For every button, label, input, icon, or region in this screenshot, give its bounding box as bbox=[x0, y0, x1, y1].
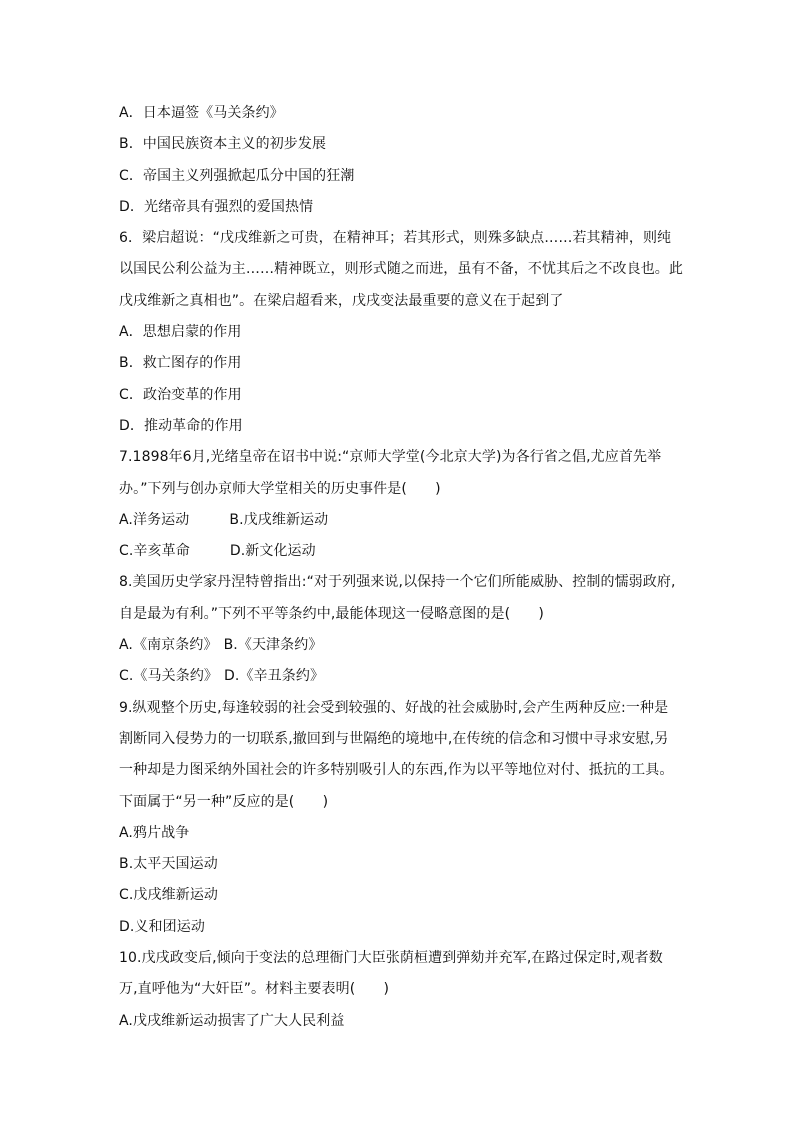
exam-page bbox=[119, 98, 691, 1037]
q6-stem-line-1: 6．梁启超说：“戊戌维新之可贵，在精神耳；若其形式，则殊多缺点……若其精神，则纯 bbox=[119, 230, 672, 247]
q10-option-a: A.戊戌维新运动损害了广大人民利益 bbox=[119, 1012, 345, 1029]
q5-option-a: A．日本逼签《马关条约》 bbox=[119, 105, 284, 121]
q8-option-c: C.《马关条约》 bbox=[119, 668, 219, 685]
q5-option-c: C．帝国主义列强掀起瓜分中国的狂潮 bbox=[119, 167, 355, 184]
q10-stem-line-2: 万,直呼他为“大奸臣”。材料主要表明( ) bbox=[119, 981, 390, 998]
q7-option-d: D.新文化运动 bbox=[229, 543, 316, 560]
q7-stem-line-2: 办。”下列与创办京师大学堂相关的历史事件是( ) bbox=[119, 480, 441, 497]
q10-stem-line-1: 10.戊戌政变后,倾向于变法的总理衙门大臣张荫桓遭到弹劾并充军,在路过保定时,观者数 bbox=[119, 950, 663, 967]
q6-stem-line-2: 以国民公利公益为主……精神既立，则形式随之而进，虽有不备，不忧其后之不改良也。此 bbox=[119, 261, 683, 278]
q9-stem-line-3: 一种却是力图采纳外国社会的许多特别吸引人的东西,作为以平等地位对付、抵抗的工具。 bbox=[119, 762, 674, 779]
q6-stem-line-3: 戊戌维新之真相也”。在梁启超看来，戊戌变法最重要的意义在于起到了 bbox=[119, 292, 564, 309]
q8-options-row-2 bbox=[119, 661, 691, 692]
q7-options-row-2 bbox=[119, 536, 691, 567]
q9-option-a: A.鸦片战争 bbox=[119, 824, 190, 841]
q7-option-c: C.辛亥革命 bbox=[119, 543, 190, 560]
q6-option-b: B．救亡图存的作用 bbox=[119, 355, 242, 372]
q8-option-b: B.《天津条约》 bbox=[223, 637, 323, 654]
q6-option-a: A．思想启蒙的作用 bbox=[119, 324, 242, 341]
q7-stem-line-1: 7.1898年6月,光绪皇帝在诏书中说:“京师大学堂(今北京大学)为各行省之倡,尤应首先举 bbox=[119, 449, 662, 466]
q9-stem-line-1: 9.纵观整个历史,每逢较弱的社会受到较强的、好战的社会威胁时,会产生两种反应:一种是 bbox=[119, 699, 669, 716]
q7-option-a: A.洋务运动 bbox=[119, 511, 190, 528]
q8-option-a: A.《南京条约》 bbox=[119, 637, 218, 654]
q5-option-b: B．中国民族资本主义的初步发展 bbox=[119, 136, 327, 153]
q7-options-row-1 bbox=[119, 505, 691, 536]
q6-option-c: C．政治变革的作用 bbox=[119, 386, 242, 403]
q8-stem-line-2: 自是最为有利。”下列不平等条约中,最能体现这一侵略意图的是( ) bbox=[119, 605, 544, 622]
q6-option-d: D．推动革命的作用 bbox=[119, 417, 243, 434]
q8-options-row-1 bbox=[119, 630, 691, 661]
q9-option-b: B.太平天国运动 bbox=[119, 856, 218, 873]
q7-option-b: B.戊戌维新运动 bbox=[229, 511, 329, 528]
q5-option-d: D．光绪帝具有强烈的爱国热情 bbox=[119, 198, 314, 215]
q9-stem-line-2: 割断同入侵势力的一切联系,撤回到与世隔绝的境地中,在传统的信念和习惯中寻求安慰,另 bbox=[119, 730, 669, 747]
q9-option-c: C.戊戌维新运动 bbox=[119, 887, 219, 904]
q9-option-d: D.义和团运动 bbox=[119, 918, 205, 935]
q8-option-d: D.《辛丑条约》 bbox=[224, 668, 325, 685]
q8-stem-line-1: 8.美国历史学家丹涅特曾指出:“对于列强来说,以保持一个它们所能威胁、控制的懦弱政府, bbox=[119, 574, 676, 591]
q9-stem-line-4: 下面属于“另一种”反应的是( ) bbox=[119, 793, 329, 810]
